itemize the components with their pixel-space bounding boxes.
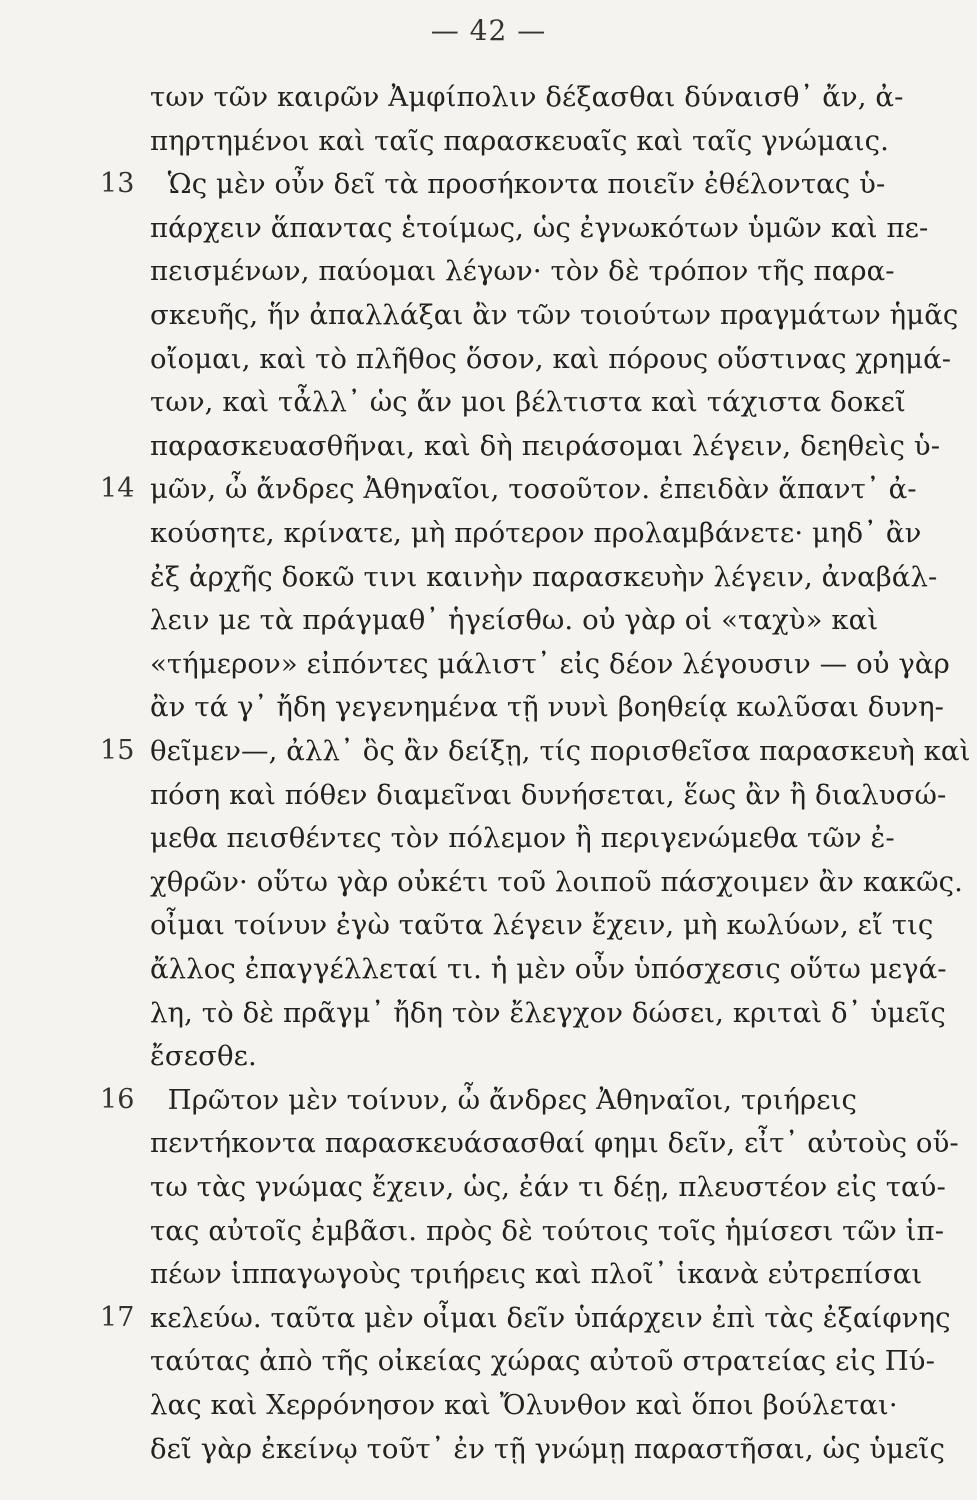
line-text: ἔσεσθε. xyxy=(150,1040,257,1073)
text-line xyxy=(150,424,940,468)
line-text: πεντήκοντα παρασκευάσασθαί φημι δεῖν, εἶτ᾽ αὐτοὺς οὕ- xyxy=(150,1127,959,1160)
section-number: 14 xyxy=(100,473,135,505)
line-text: οἶμαι τοίνυν ἐγὼ ταῦτα λέγειν ἔχειν, μὴ κωλύων, εἴ τις xyxy=(150,909,934,942)
line-text: τας αὐτοῖς ἐμβᾶσι. πρὸς δὲ τούτοις τοῖς ἡμίσεσι τῶν ἱπ- xyxy=(150,1214,945,1247)
text-line xyxy=(150,206,928,250)
text-line xyxy=(100,729,971,773)
section-number: 13 xyxy=(100,168,135,200)
line-text: πόση καὶ πόθεν διαμεῖναι δυνήσεται, ἕως ἂν ἢ διαλυσώ- xyxy=(150,778,947,811)
line-text: μεθα πεισθέντες τὸν πόλεμον ἢ περιγενώμεθα τῶν ἐ- xyxy=(150,822,895,855)
text-line xyxy=(150,860,963,904)
line-text: λειν με τὰ πράγμαθ᾽ ἡγείσθω. οὐ γὰρ οἱ «ταχὺ» καὶ xyxy=(150,604,879,637)
text-line xyxy=(100,1296,951,1340)
text-line xyxy=(150,1339,935,1383)
section-number: 17 xyxy=(100,1301,135,1333)
text-line xyxy=(150,1427,945,1471)
text-line xyxy=(150,685,944,729)
line-text: «τήμερον» εἰπόντες μάλιστ᾽ εἰς δέον λέγουσιν — οὐ γὰρ xyxy=(150,647,950,680)
text-line xyxy=(150,249,895,293)
section-number: 16 xyxy=(100,1083,135,1115)
section-number: 15 xyxy=(100,735,135,766)
line-text: τω τὰς γνώμας ἔχειν, ὡς, ἐάν τι δέῃ, πλευστέον εἰς ταύ- xyxy=(150,1171,946,1203)
line-text: κούσητε, κρίνατε, μὴ πρότερον προλαμβάνετε· μηδ᾽ ἂν xyxy=(150,517,922,549)
line-text: θεῖμεν—, ἀλλ᾽ ὃς ἂν δείξῃ, τίς πορισθεῖσα παρασκευὴ καὶ xyxy=(150,735,971,767)
text-line xyxy=(150,991,946,1035)
line-text: των τῶν καιρῶν Ἀμφίπολιν δέξασθαι δύναισθ᾽ ἄν, ἀ- xyxy=(150,81,904,113)
page-number: — 42 — xyxy=(430,14,547,47)
text-line xyxy=(150,511,921,555)
text-line xyxy=(100,162,886,206)
line-text: Ὡς μὲν οὖν δεῖ τὰ προσήκοντα ποιεῖν ἐθέλοντας ὑ- xyxy=(150,168,886,201)
text-line xyxy=(150,773,946,817)
text-line xyxy=(150,75,904,119)
line-text: Πρῶτον μὲν τοίνυν, ὦ ἄνδρες Ἀθηναῖοι, τριήρεις xyxy=(150,1083,857,1116)
line-text: παρασκευασθῆναι, καὶ δὴ πειράσομαι λέγειν, δεηθεὶς ὑ- xyxy=(150,429,941,462)
text-line xyxy=(150,293,958,337)
line-text: ἐξ ἀρχῆς δοκῶ τινι καινὴν παρασκευὴν λέγειν, ἀναβάλ- xyxy=(150,560,938,593)
line-text: πάρχειν ἅπαντας ἑτοίμως, ὡς ἐγνωκότων ὑμῶν καὶ πε- xyxy=(150,211,929,244)
line-text: πέων ἱππαγωγοὺς τριήρεις καὶ πλοῖ᾽ ἱκανὰ εὐτρεπίσαι xyxy=(150,1258,923,1291)
line-text: πηρτημένοι καὶ ταῖς παρασκευαῖς καὶ ταῖς γνώμαις. xyxy=(150,124,889,157)
line-text: λας καὶ Χερρόνησον καὶ Ὄλυνθον καὶ ὅποι βούλεται· xyxy=(150,1389,898,1421)
line-text: οἴομαι, καὶ τὸ πλῆθος ὅσον, καὶ πόρους οὕστινας χρημά- xyxy=(150,342,952,375)
text-line xyxy=(150,1252,922,1296)
text-line xyxy=(150,598,878,642)
text-line xyxy=(150,380,906,424)
text-line xyxy=(100,1078,857,1122)
text-line xyxy=(150,1034,257,1078)
text-line xyxy=(150,947,947,991)
text-line xyxy=(150,642,950,686)
line-text: ἄλλος ἐπαγγέλλεταί τι. ἡ μὲν οὖν ὑπόσχεσις οὕτω μεγά- xyxy=(150,953,947,985)
line-text: κελεύω. ταῦτα μὲν οἶμαι δεῖν ὑπάρχειν ἐπὶ τὰς ἐξαίφνης xyxy=(150,1301,951,1334)
line-text: δεῖ γὰρ ἐκείνῳ τοῦτ᾽ ἐν τῇ γνώμῃ παραστῆσαι, ὡς ὑμεῖς xyxy=(150,1432,945,1465)
line-text: των, καὶ τἆλλ᾽ ὡς ἄν μοι βέλτιστα καὶ τάχιστα δοκεῖ xyxy=(150,386,906,419)
line-text: χθρῶν· οὕτω γὰρ οὐκέτι τοῦ λοιποῦ πάσχοιμεν ἂν κακῶς. xyxy=(150,865,963,898)
text-line xyxy=(150,119,889,163)
line-text: ταύτας ἀπὸ τῆς οἰκείας χώρας αὐτοῦ στρατείας εἰς Πύ- xyxy=(150,1345,936,1378)
text-line xyxy=(150,1165,946,1209)
text-line xyxy=(150,903,933,947)
line-text: λη, τὸ δὲ πρᾶγμ᾽ ἤδη τὸν ἔλεγχον δώσει, κριταὶ δ᾽ ὑμεῖς xyxy=(150,996,946,1029)
line-text: μῶν, ὦ ἄνδρες Ἀθηναῖοι, τοσοῦτον. ἐπειδὰν ἅπαντ᾽ ἀ- xyxy=(150,473,917,506)
text-line xyxy=(150,337,951,381)
text-line xyxy=(100,467,917,511)
text-line xyxy=(150,816,895,860)
text-line xyxy=(150,1383,898,1427)
text-line xyxy=(150,555,937,599)
text-line xyxy=(150,1121,959,1165)
text-line xyxy=(150,1209,944,1253)
line-text: ἂν τά γ᾽ ἤδη γεγενημένα τῇ νυνὶ βοηθείᾳ κωλῦσαι δυνη- xyxy=(150,691,945,724)
line-text: σκευῆς, ἥν ἀπαλλάξαι ἂν τῶν τοιούτων πραγμάτων ἡμᾶς xyxy=(150,299,959,331)
line-text: πεισμένων, παύομαι λέγων· τὸν δὲ τρόπον τῆς παρα- xyxy=(150,255,895,288)
